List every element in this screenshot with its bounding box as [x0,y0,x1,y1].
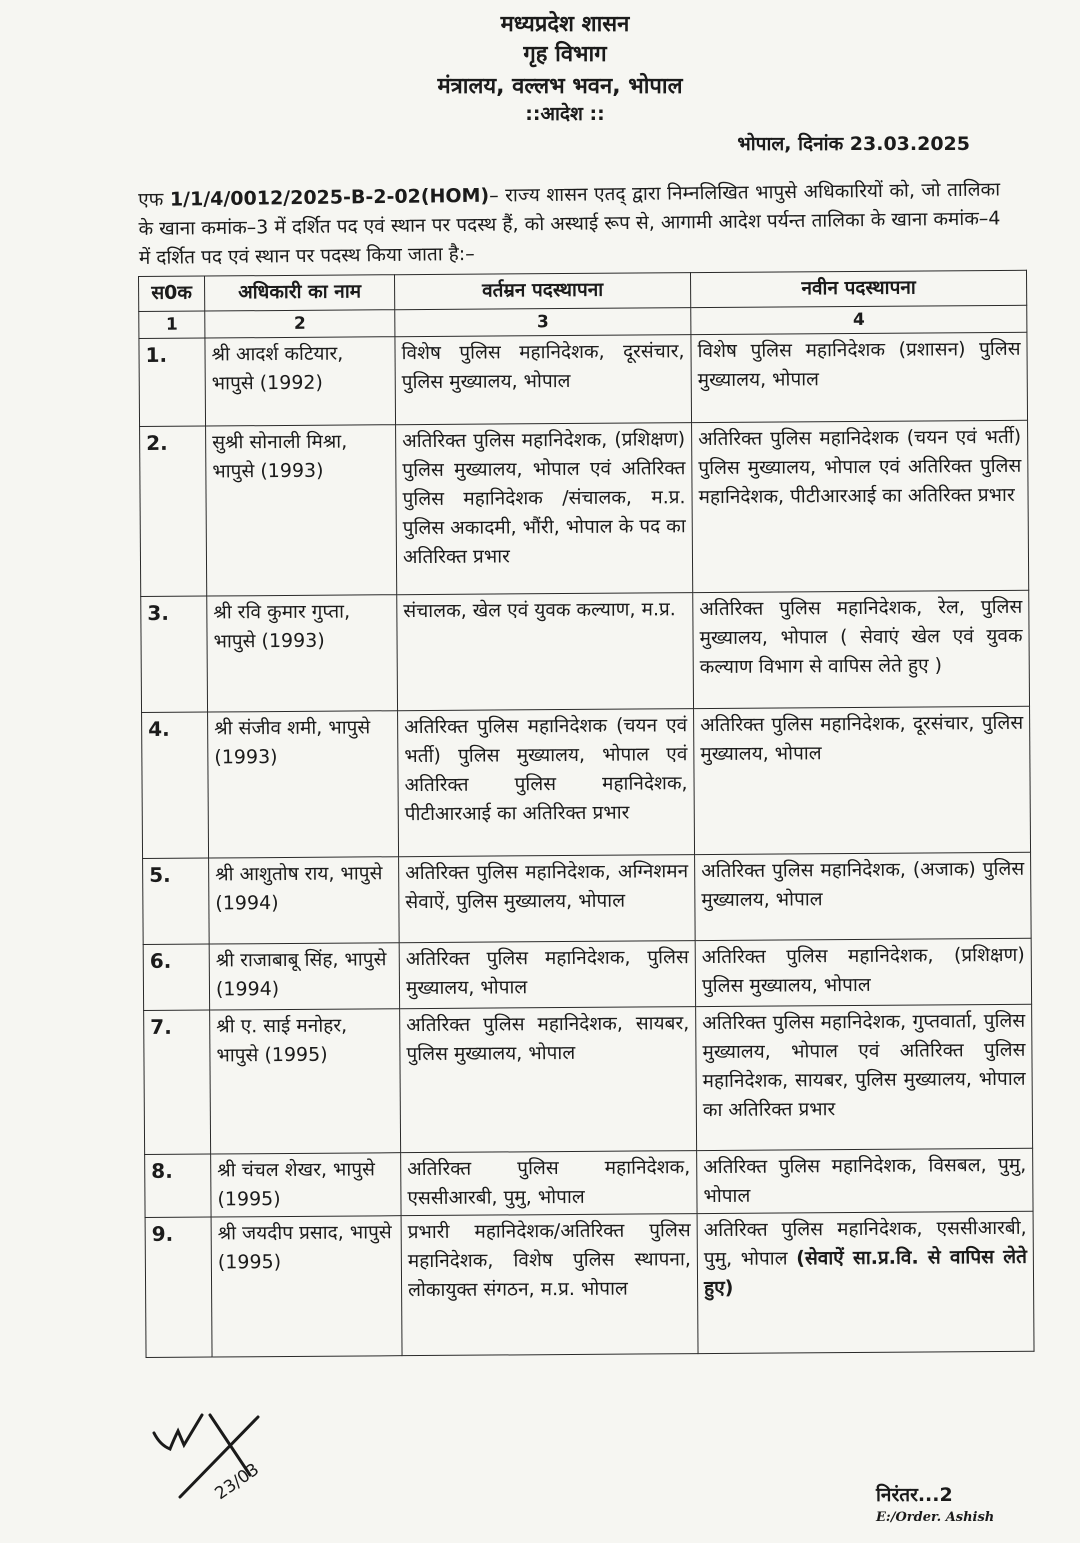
column-number: 3 [395,308,691,337]
intro-text: – राज्य शासन एतद् द्वारा निम्नलिखित भापुसे अधिकारियों को, जो तालिका के खाना कमांक–3 में दर्शित पद एवं स्थान पर पदस्थ हैं, को अस्थाई रूप से, आगामी आदेश पर्यन्त तालिका के खाना कमांक–4 में दर्शित पद एवं स्थान पर पदस्थ किया जाता है:– [138,178,1001,269]
table-row [142,706,1031,858]
header-current-posting: वर्तम्रन पदस्थापना [394,273,690,310]
new-posting [693,590,1030,708]
header-department: गृह विभाग [523,42,607,67]
table-row [145,1148,1033,1217]
new-posting [697,1211,1034,1353]
table-row [145,1211,1034,1357]
order-reference-number: 1/1/4/0012/2025-B-2-02(HOM) [169,184,490,211]
new-posting-text: अतिरिक्त पुलिस महानिदेशक, (प्रशिक्षण) पुलिस मुख्यालय, भोपाल [701,943,1025,998]
table-row [143,938,1031,1010]
header-serial: स0क [139,276,205,311]
current-posting: विशेष पुलिस महानिदेशक, दूरसंचार, पुलिस मुख्यालय, भोपाल [395,335,692,425]
current-posting: अतिरिक्त पुलिस महानिदेशक, पुलिस मुख्यालय, भोपाल [399,941,695,1009]
new-posting-text: अतिरिक्त पुलिस महानिदेशक, दूरसंचार, पुलिस मुख्यालय, भोपाल [700,711,1024,766]
table-row [141,590,1030,712]
header-officer-name: अधिकारी का नाम [205,275,395,311]
posting-table [138,270,1035,1358]
column-number: 2 [205,310,395,338]
table-row [139,332,1028,426]
order-date: भोपाल, दिनांक 23.03.2025 [737,133,970,155]
intro-prefix: एफ [138,188,164,211]
officer-name: श्री जयदीप प्रसाद, भापुसे (1995) [211,1216,402,1357]
new-posting-text: अतिरिक्त पुलिस महानिदेशक (चयन एवं भर्ती) पुलिस मुख्यालय, भोपाल एवं अतिरिक्त पुलिस महानिदेशक, पीटीआरआई का अतिरिक्त प्रभार [698,425,1022,509]
current-posting: प्रभारी महानिदेशक/अतिरिक्त पुलिस महानिदेशक, विशेष पुलिस स्थापना, लोकायुक्त संगठन, म.प्र. भोपाल [401,1214,698,1356]
new-posting [695,852,1032,940]
new-posting [694,706,1031,854]
new-posting-text: विशेष पुलिस महानिदेशक (प्रशासन) पुलिस मुख्यालय, भोपाल [697,337,1021,392]
new-posting [696,1004,1033,1150]
serial-number: 9. [145,1217,212,1357]
order-intro-paragraph [138,175,1001,273]
new-posting [697,1148,1033,1213]
serial-number: 1. [139,338,206,426]
current-posting: अतिरिक्त पुलिस महानिदेशक, (प्रशिक्षण) पुलिस मुख्यालय, भोपाल एवं अतिरिक्त पुलिस महानिदेशक /संचालक, म.प्र. पुलिस अकादमी, भौंरी, भोपाल के पद का अतिरिक्त प्रभार [396,423,693,595]
signature-mark [140,1405,310,1515]
serial-number: 6. [143,944,209,1010]
table-row [144,1004,1033,1154]
serial-number: 5. [143,858,210,944]
signature-date: 23/03 [211,1459,264,1505]
continued-marker: निरंतर...2 [876,1484,953,1506]
new-posting-note: (सेवाऐं सा.प्र.वि. से वापिस लेते हुए) [704,1245,1027,1300]
serial-number: 8. [145,1154,211,1217]
officer-name: श्री चंचल शेखर, भापुसे (1995) [211,1153,401,1217]
serial-number: 7. [144,1010,211,1154]
new-posting [692,420,1029,592]
header-order-title: ::आदेश :: [525,103,605,125]
officer-name: श्री आदर्श कटियार, भापुसे (1992) [205,337,396,426]
officer-name: श्री आशुतोष राय, भापुसे (1994) [209,857,400,944]
officer-name: श्री संजीव शमी, भापुसे (1993) [208,711,399,858]
officer-name: श्री ए. साई मनोहर, भापुसे (1995) [210,1009,401,1154]
header-govt: मध्यप्रदेश शासन [500,12,630,37]
serial-number: 2. [140,426,207,596]
new-posting-text: अतिरिक्त पुलिस महानिदेशक, गुप्तवार्ता, पुलिस मुख्यालय, भोपाल एवं अतिरिक्त पुलिस महानिदेशक, सायबर, पुलिस मुख्यालय, भोपाल का अतिरिक्त प्रभार [702,1009,1026,1122]
table-row [140,420,1029,596]
new-posting [695,938,1031,1006]
current-posting: संचालक, खेल एवं युवक कल्याण, म.प्र. [397,593,694,711]
officer-name: श्री रवि कुमार गुप्ता, भापुसे (1993) [207,595,398,712]
serial-number: 3. [141,596,208,712]
officer-name: सुश्री सोनाली मिश्रा, भापुसे (1993) [206,425,397,596]
signature-stroke [154,1415,202,1449]
new-posting-text: अतिरिक्त पुलिस महानिदेशक, रेल, पुलिस मुख्यालय, भोपाल ( सेवाएं खेल एवं युवक कल्याण विभाग से वापिस लेते हुए ) [699,595,1023,679]
current-posting: अतिरिक्त पुलिस महानिदेशक (चयन एवं भर्ती) पुलिस मुख्यालय, भोपाल एवं अतिरिक्त पुलिस महानिदेशक, पीटीआरआई का अतिरिक्त प्रभार [398,709,695,857]
table-row [143,852,1032,944]
column-number: 1 [139,311,205,338]
header-new-posting: नवीन पदस्थापना [690,270,1026,307]
current-posting: अतिरिक्त पुलिस महानिदेशक, सायबर, पुलिस मुख्यालय, भोपाल [400,1007,697,1153]
current-posting: अतिरिक्त पुलिस महानिदेशक, अग्निशमन सेवाऐं, पुलिस मुख्यालय, भोपाल [399,855,696,943]
officer-name: श्री राजाबाबू सिंह, भापुसे (1994) [209,943,399,1010]
new-posting-text: अतिरिक्त पुलिस महानिदेशक, एससीआरबी, पुमु, भोपाल [703,1216,1027,1271]
serial-number: 4. [142,712,209,858]
new-posting-text: अतिरिक्त पुलिस महानिदेशक, (अजाक) पुलिस मुख्यालय, भोपाल [701,857,1025,912]
new-posting-text: अतिरिक्त पुलिस महानिदेशक, विसबल, पुमु, भोपाल [703,1153,1027,1208]
header-address: मंत्रालय, वल्लभ भवन, भोपाल [437,74,683,99]
file-reference: E:/Order. Ashish [876,1510,995,1525]
column-number: 4 [691,305,1027,334]
current-posting: अतिरिक्त पुलिस महानिदेशक, एससीआरबी, पुमु, भोपाल [401,1151,697,1216]
new-posting [691,332,1028,422]
